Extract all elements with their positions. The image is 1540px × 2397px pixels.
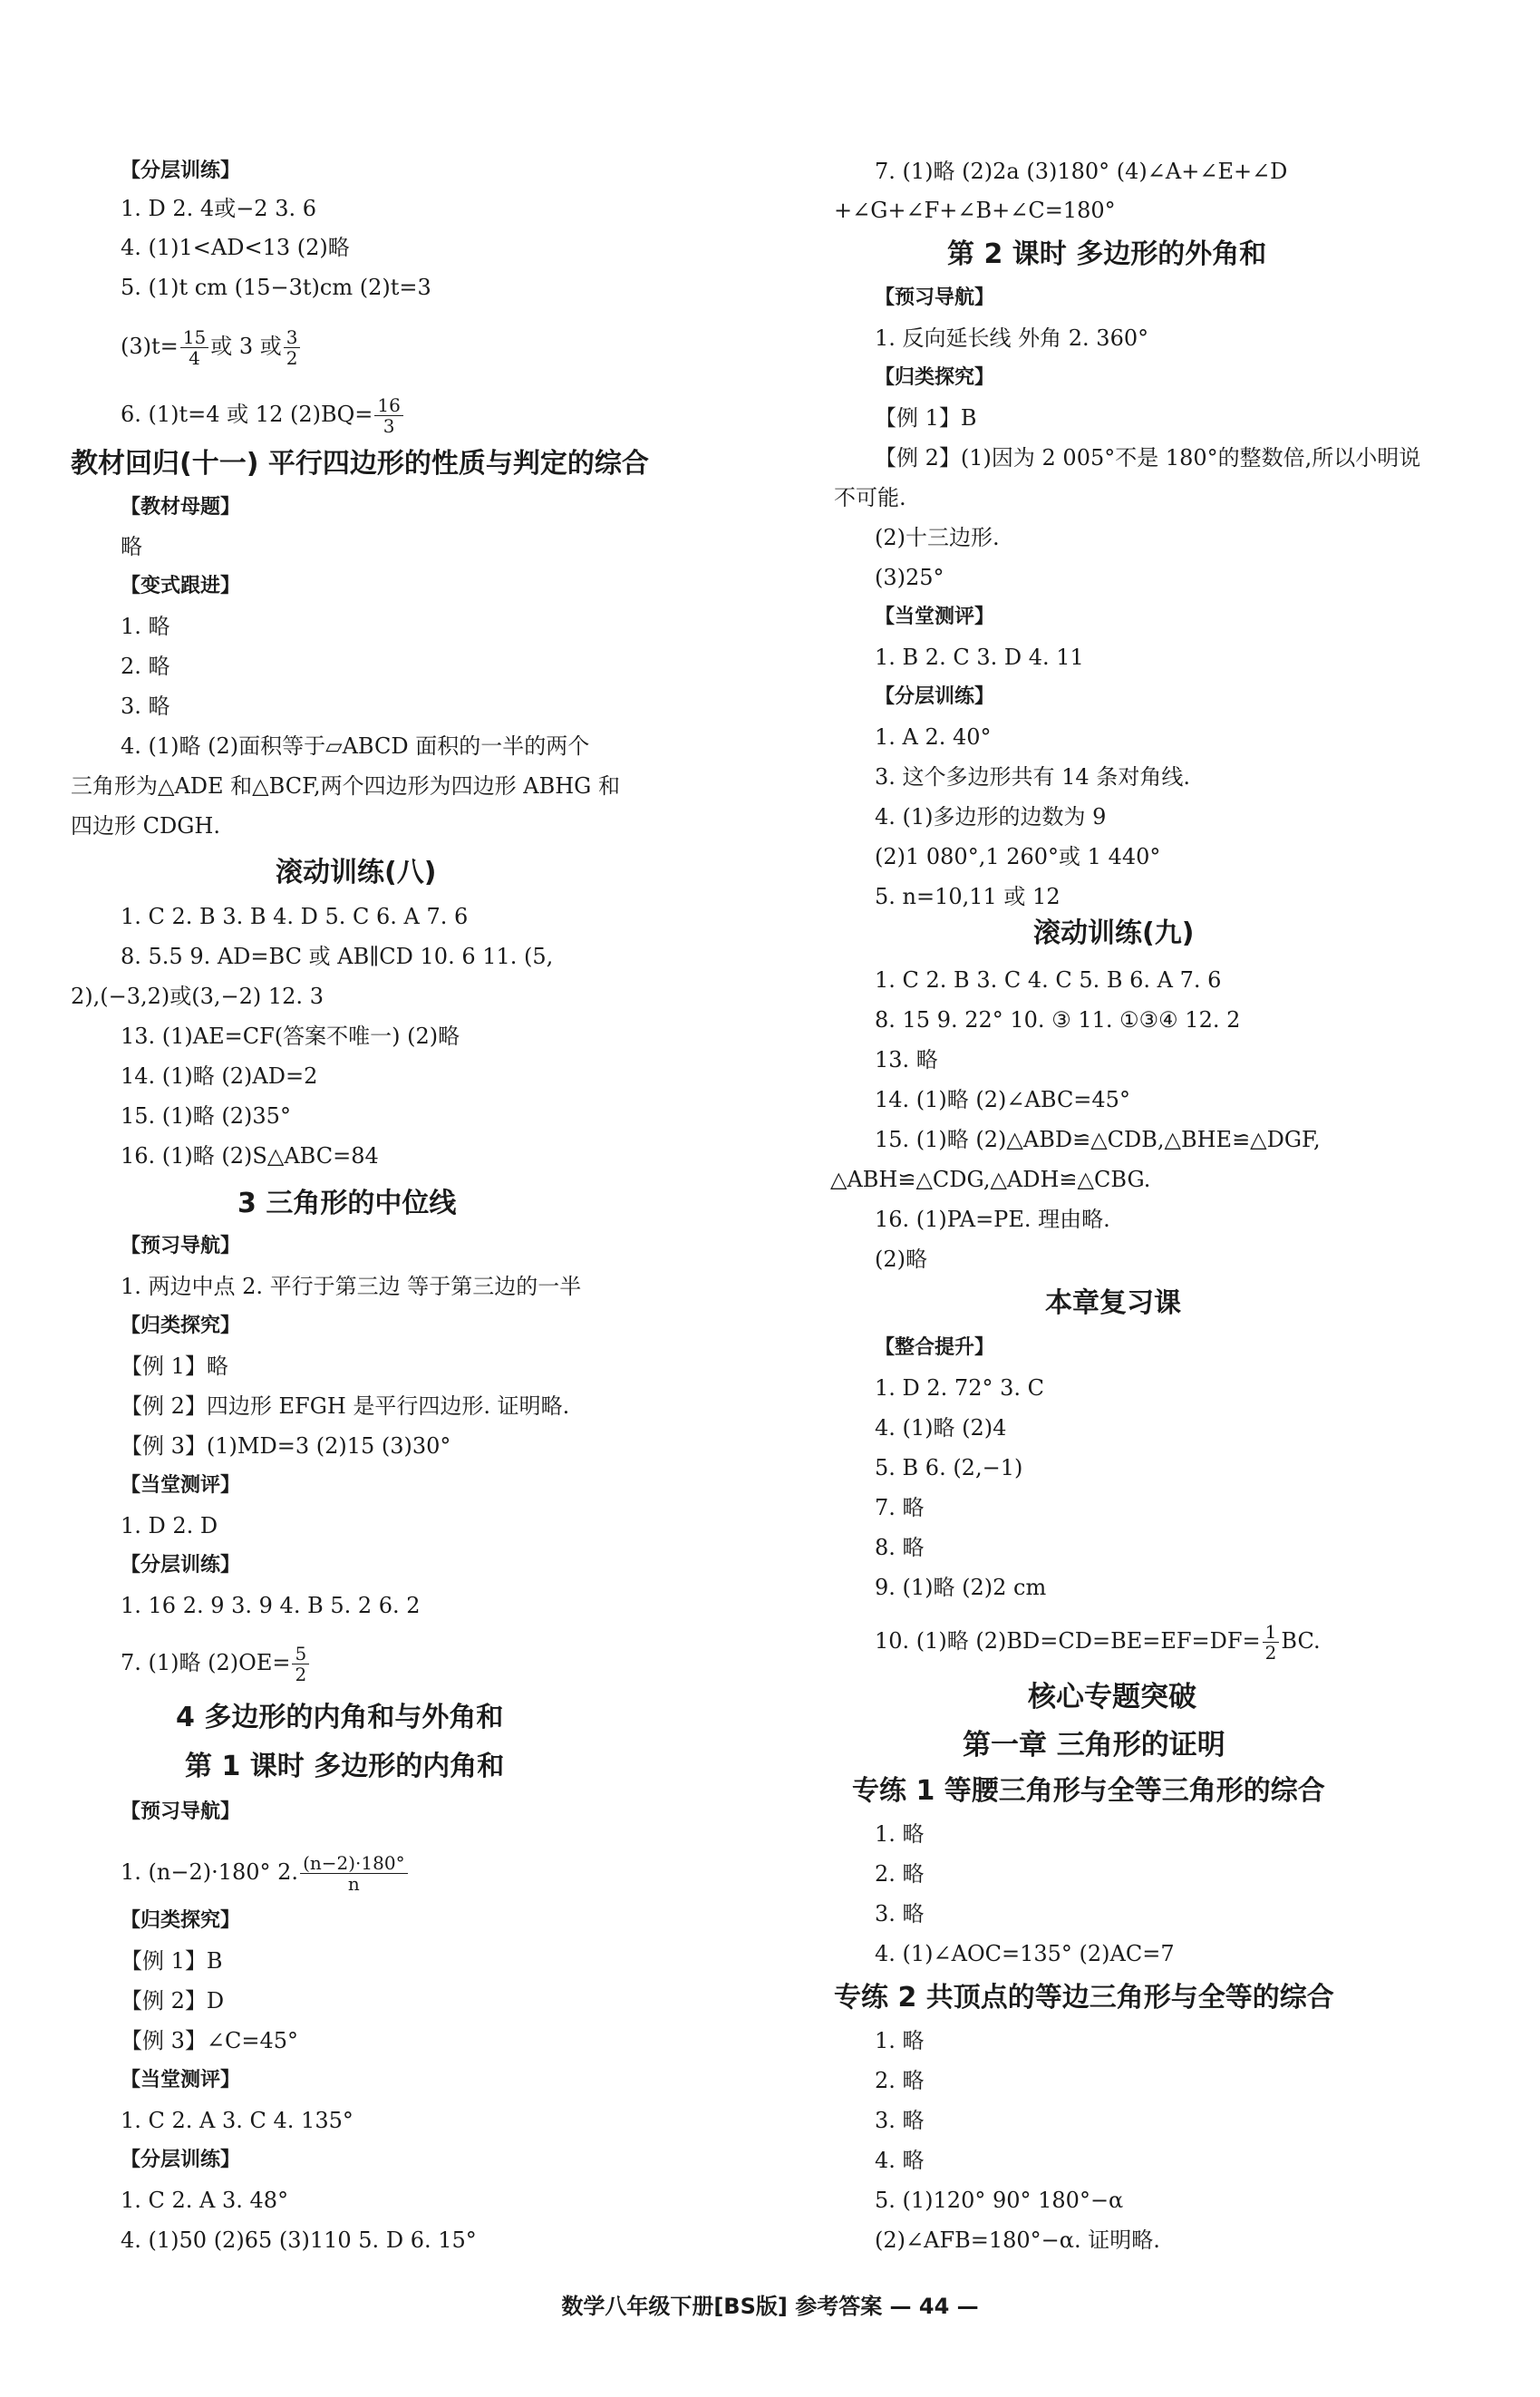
section-tag: 【预习导航】 <box>875 286 995 309</box>
numerator: 16 <box>374 395 402 416</box>
answer-line: 4. (1)多边形的边数为 9 <box>875 804 1107 830</box>
answer-text: 7. (1)略 (2)OE= <box>121 1650 291 1675</box>
denominator: 2 <box>286 347 298 369</box>
answer-line <box>121 1644 311 1684</box>
answer-line: 1. 16 2. 9 3. 9 4. B 5. 2 6. 2 <box>121 1593 421 1618</box>
numerator: (n−2)·180° <box>300 1853 408 1874</box>
answer-line: 【例 1】略 <box>121 1354 228 1379</box>
answer-line: 1. D 2. D <box>121 1513 218 1538</box>
fraction <box>284 327 301 368</box>
answer-line: (2)1 080°,1 260°或 1 440° <box>875 844 1161 869</box>
answer-line: 16. (1)PA=PE. 理由略. <box>875 1207 1110 1232</box>
numerator: 15 <box>180 327 208 348</box>
section-heading: 专练 1 等腰三角形与全等三角形的综合 <box>852 1775 1325 1807</box>
answer-line: 7. 略 <box>875 1495 925 1520</box>
answer-line: (3)25° <box>875 565 944 590</box>
answer-line <box>121 1853 410 1894</box>
section-heading: 教材回归(十一) 平行四边形的性质与判定的综合 <box>71 448 649 480</box>
numerator: 3 <box>284 327 301 348</box>
section-tag: 【教材母题】 <box>121 496 241 519</box>
denominator: n <box>347 1873 360 1895</box>
section-tag: 【变式跟进】 <box>121 575 241 597</box>
answer-line: 2. 略 <box>121 654 170 679</box>
answer-line: 7. (1)略 (2)2a (3)180° (4)∠A+∠E+∠D <box>875 159 1288 184</box>
answer-line: 4. (1)略 (2)面积等于▱ABCD 面积的一半的两个 <box>121 733 590 759</box>
answer-line <box>875 1622 1321 1663</box>
answer-line: 不可能. <box>834 485 906 510</box>
answer-line: 16. (1)略 (2)S△ABC=84 <box>121 1143 379 1169</box>
answer-line: 【例 1】B <box>121 1948 223 1974</box>
answer-line: 【例 2】四边形 EFGH 是平行四边形. 证明略. <box>121 1393 570 1419</box>
answer-line: (2)十三边形. <box>875 525 1000 550</box>
answer-line: 四边形 CDGH. <box>71 813 220 839</box>
section-heading: 4 多边形的内角和与外角和 <box>176 1702 504 1733</box>
section-heading: 第 2 课时 多边形的外角和 <box>947 238 1267 270</box>
answer-line: 3. 这个多边形共有 14 条对角线. <box>875 764 1190 790</box>
answer-line: 15. (1)略 (2)△ABD≌△CDB,△BHE≌△DGF, <box>875 1127 1321 1152</box>
answer-line: 5. (1)t cm (15−3t)cm (2)t=3 <box>121 275 431 300</box>
answer-line: 1. 反向延长线 外角 2. 360° <box>875 325 1149 351</box>
section-tag: 【分层训练】 <box>875 685 995 708</box>
answer-line: (2)略 <box>875 1247 927 1272</box>
answer-line: 【例 3】(1)MD=3 (2)15 (3)30° <box>121 1433 451 1459</box>
answer-line: 5. B 6. (2,−1) <box>875 1455 1023 1480</box>
answer-line <box>121 327 302 368</box>
denominator: 4 <box>189 347 200 369</box>
answer-line: 【例 3】∠C=45° <box>121 2028 299 2053</box>
denominator: 2 <box>1264 1642 1277 1664</box>
answer-text: 6. (1)t=4 或 12 (2)BQ= <box>121 402 373 427</box>
answer-line: 15. (1)略 (2)35° <box>121 1103 291 1129</box>
answer-line: 14. (1)略 (2)∠ABC=45° <box>875 1087 1130 1112</box>
section-heading: 第一章 三角形的证明 <box>963 1729 1225 1761</box>
section-tag: 【分层训练】 <box>121 1554 241 1577</box>
section-tag: 【整合提升】 <box>875 1336 995 1359</box>
answer-line: 14. (1)略 (2)AD=2 <box>121 1063 318 1089</box>
answer-text: BC. <box>1281 1628 1321 1654</box>
answer-line: 1. 两边中点 2. 平行于第三边 等于第三边的一半 <box>121 1274 582 1299</box>
answer-line: 4. (1)∠AOC=135° (2)AC=7 <box>875 1941 1175 1966</box>
numerator: 5 <box>292 1644 309 1664</box>
answer-text: 1. (n−2)·180° 2. <box>121 1859 299 1885</box>
section-heading: 第 1 课时 多边形的内角和 <box>185 1751 505 1782</box>
answer-line: 1. C 2. A 3. C 4. 135° <box>121 2108 354 2133</box>
answer-line: 1. C 2. B 3. B 4. D 5. C 6. A 7. 6 <box>121 904 469 929</box>
section-heading: 专练 2 共顶点的等边三角形与全等的综合 <box>834 1982 1334 2014</box>
section-heading: 核心专题突破 <box>1028 1681 1196 1713</box>
numerator: 1 <box>1263 1622 1280 1643</box>
answer-line: 1. C 2. A 3. 48° <box>121 2188 289 2213</box>
answer-line: 3. 略 <box>121 694 170 719</box>
answer-line: 2. 略 <box>875 2068 925 2093</box>
answer-line: 5. (1)120° 90° 180°−α <box>875 2188 1124 2213</box>
answer-line: 8. 5.5 9. AD=BC 或 AB∥CD 10. 6 11. (5, <box>121 944 554 969</box>
answer-line: (2)∠AFB=180°−α. 证明略. <box>875 2227 1160 2253</box>
fraction <box>374 395 402 436</box>
fraction <box>180 327 208 368</box>
answer-line: 1. C 2. B 3. C 4. C 5. B 6. A 7. 6 <box>875 967 1222 993</box>
section-tag: 【归类探究】 <box>121 1315 241 1337</box>
answer-line: 1. 略 <box>121 614 170 639</box>
answer-line <box>121 395 405 436</box>
answer-text: (3)t= <box>121 334 179 359</box>
answer-line: 1. A 2. 40° <box>875 724 992 750</box>
section-tag: 【分层训练】 <box>121 160 241 182</box>
section-tag: 【当堂测评】 <box>121 2069 241 2091</box>
section-tag: 【分层训练】 <box>121 2149 241 2171</box>
answer-line: 5. n=10,11 或 12 <box>875 884 1061 909</box>
section-tag: 【归类探究】 <box>875 366 995 389</box>
section-heading: 3 三角形的中位线 <box>237 1188 457 1219</box>
answer-line: 1. 略 <box>875 1821 925 1847</box>
answer-line: 2. 略 <box>875 1861 925 1887</box>
answer-line: 9. (1)略 (2)2 cm <box>875 1575 1047 1600</box>
section-tag: 【当堂测评】 <box>121 1474 241 1497</box>
answer-line: 【例 2】D <box>121 1988 225 2014</box>
section-tag: 【归类探究】 <box>121 1909 241 1932</box>
page-footer: 数学八年级下册[BS版] 参考答案 — 44 — <box>561 2294 979 2319</box>
answer-line: 3. 略 <box>875 2108 925 2133</box>
answer-line: 4. (1)1<AD<13 (2)略 <box>121 235 350 260</box>
answer-line: 1. 略 <box>875 2028 925 2053</box>
denominator: 3 <box>383 415 395 437</box>
answer-text: 10. (1)略 (2)BD=CD=BE=EF=DF= <box>875 1628 1261 1654</box>
section-tag: 【预习导航】 <box>121 1235 241 1257</box>
answer-line: 1. B 2. C 3. D 4. 11 <box>875 645 1084 670</box>
answer-line: 略 <box>121 534 142 559</box>
answer-line: 8. 15 9. 22° 10. ③ 11. ①③④ 12. 2 <box>875 1007 1241 1033</box>
answer-line: 4. 略 <box>875 2148 925 2173</box>
section-heading: 滚动训练(八) <box>276 857 437 888</box>
section-heading: 本章复习课 <box>1045 1287 1181 1319</box>
answer-line: 4. (1)50 (2)65 (3)110 5. D 6. 15° <box>121 2227 477 2253</box>
answer-line: 1. D 2. 72° 3. C <box>875 1375 1044 1401</box>
answer-line: 4. (1)略 (2)4 <box>875 1415 1007 1441</box>
fraction <box>1263 1622 1280 1663</box>
section-tag: 【预习导航】 <box>121 1800 241 1823</box>
answer-line: 2),(−3,2)或(3,−2) 12. 3 <box>71 984 324 1009</box>
answer-line: △ABH≌△CDG,△ADH≌△CBG. <box>830 1167 1151 1192</box>
answer-line: 8. 略 <box>875 1535 925 1560</box>
answer-text: 或 3 或 <box>210 334 282 359</box>
answer-line: 1. D 2. 4或−2 3. 6 <box>121 196 316 221</box>
answer-line: 13. 略 <box>875 1047 938 1072</box>
denominator: 2 <box>295 1664 307 1685</box>
section-tag: 【当堂测评】 <box>875 606 995 628</box>
answer-line: 【例 1】B <box>875 405 977 431</box>
section-heading: 滚动训练(九) <box>1033 917 1195 949</box>
answer-line: 【例 2】(1)因为 2 005°不是 180°的整数倍,所以小明说 <box>875 445 1421 471</box>
answer-line: +∠G+∠F+∠B+∠C=180° <box>834 198 1116 223</box>
answer-line: 13. (1)AE=CF(答案不唯一) (2)略 <box>121 1024 460 1049</box>
fraction <box>292 1644 309 1684</box>
fraction <box>300 1853 408 1894</box>
answer-line: 三角形为△ADE 和△BCF,两个四边形为四边形 ABHG 和 <box>71 773 620 799</box>
answer-line: 3. 略 <box>875 1901 925 1926</box>
